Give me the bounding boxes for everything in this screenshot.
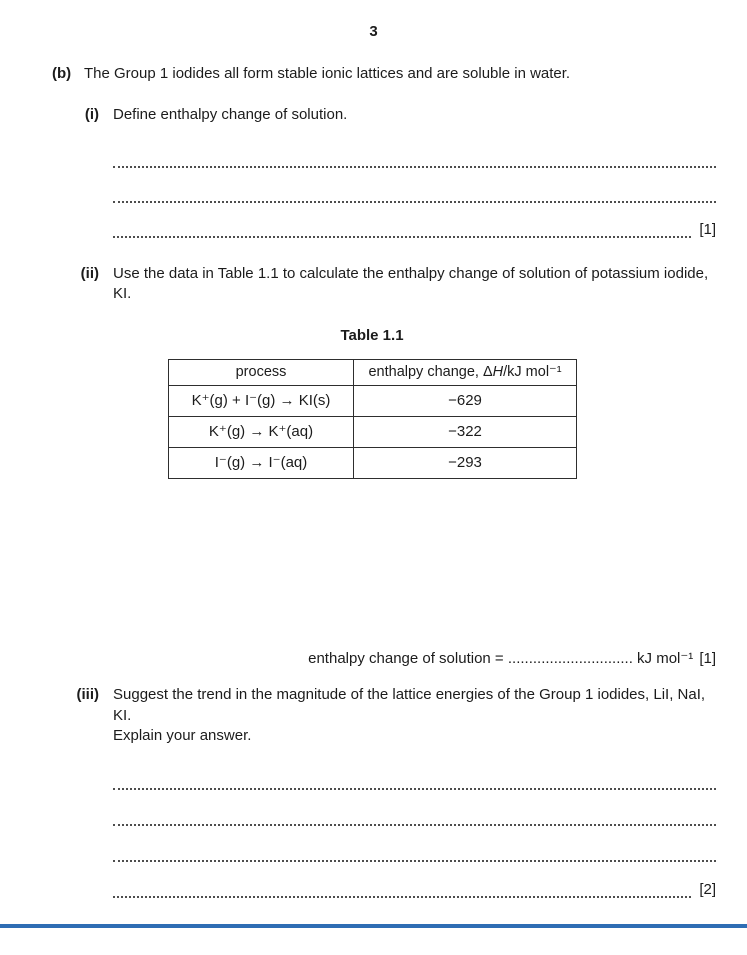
- value-cell: −293: [354, 448, 577, 479]
- part-iii-answer-lines: [113, 754, 716, 898]
- answer-equation-line: [113, 649, 716, 669]
- marks-badge: [1]: [699, 650, 716, 668]
- dotted-answer-line: [113, 166, 716, 203]
- table-header-process: process: [169, 359, 354, 386]
- table-row: [169, 386, 577, 417]
- answer-line: [113, 133, 716, 168]
- table-row: [169, 417, 577, 448]
- question-b: [52, 64, 716, 898]
- answer-line: [113, 790, 716, 826]
- part-ii-content: [113, 264, 716, 670]
- process-cell: K⁺(g) → K⁺(aq): [169, 417, 354, 448]
- dotted-answer-line: [113, 201, 691, 238]
- answer-line: [113, 862, 716, 898]
- process-cell: K⁺(g) + I⁻(g) → KI(s): [169, 386, 354, 417]
- answer-line: [113, 754, 716, 790]
- part-iii-prompt2: Explain your answer.: [113, 726, 252, 744]
- question-b-content: [76, 64, 716, 898]
- answer-equation-text: enthalpy change of solution = .............................. kJ mol⁻¹: [308, 650, 694, 668]
- question-b-text: The Group 1 iodides all form stable ionic lattices and are soluble in water.: [84, 65, 571, 83]
- enthalpy-header-prefix: enthalpy change, Δ: [368, 363, 493, 380]
- marks-badge: [2]: [699, 880, 716, 898]
- part-i-prompt: Define enthalpy change of solution.: [113, 105, 348, 123]
- part-iii-content: [113, 685, 716, 898]
- answer-line: [113, 826, 716, 862]
- part-ii-label: (ii): [80, 264, 99, 282]
- working-space: [113, 479, 716, 649]
- value-cell: −322: [354, 417, 577, 448]
- table-row: [169, 448, 577, 479]
- table-title: Table 1.1: [340, 327, 404, 345]
- part-iii-prompt: Suggest the trend in the magnitude of the lattice energies of the Group 1 iodides, LiI, NaI, KI.: [113, 686, 706, 724]
- part-ii: [80, 264, 716, 670]
- marks-badge: [1]: [699, 220, 716, 238]
- part-iii-label: (iii): [76, 686, 99, 704]
- part-i-content: [113, 105, 716, 238]
- part-iii: [76, 685, 716, 898]
- part-i-answer-lines: [113, 133, 716, 238]
- data-table: [168, 359, 577, 480]
- footer-rule: [0, 924, 747, 928]
- answer-line: [113, 168, 716, 203]
- question-b-label: (b): [52, 65, 72, 83]
- enthalpy-header-symbol: H: [492, 363, 504, 380]
- dotted-answer-line: [113, 824, 716, 862]
- table-header-enthalpy: [354, 359, 577, 386]
- page-number: 3: [369, 23, 378, 40]
- part-ii-prompt: Use the data in Table 1.1 to calculate the enthalpy change of solution of potassium iodide, KI.: [113, 264, 709, 302]
- part-i-label: (i): [84, 105, 99, 123]
- enthalpy-header-suffix: /kJ mol⁻¹: [503, 363, 562, 380]
- table-header-row: [169, 359, 577, 386]
- value-cell: −629: [354, 386, 577, 417]
- part-i: [84, 105, 716, 238]
- dotted-answer-line: [113, 752, 716, 790]
- process-cell: I⁻(g) → I⁻(aq): [169, 448, 354, 479]
- dotted-answer-line: [113, 788, 716, 826]
- answer-line: [113, 203, 716, 238]
- dotted-answer-line: [113, 131, 716, 168]
- dotted-answer-line: [113, 860, 691, 898]
